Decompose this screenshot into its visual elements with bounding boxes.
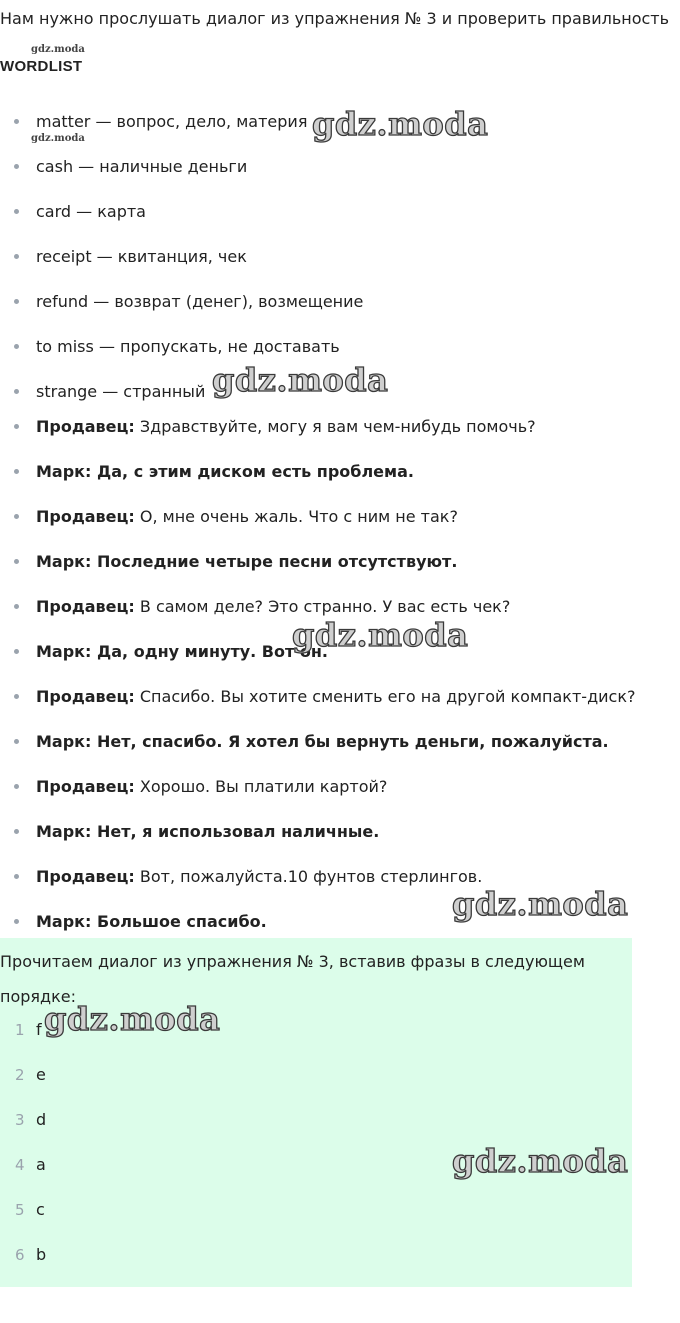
answer-intro: Прочитаем диалог из упражнения № 3, вставив фразы в следующем порядке: [0,952,585,1006]
answer-value: b [36,1245,47,1264]
mark-line: Марк: Да, с этим диском есть проблема. [36,462,414,481]
dialogue-text: Спасибо. Вы хотите сменить его на другой компакт-диск? [134,687,636,706]
wordlist-item-text: cash — наличные деньги [36,157,248,176]
speaker-label: Продавец: [36,687,135,706]
mark-line: Марк: Да, одну минуту. Вот он. [36,642,328,661]
bullet-icon [14,469,19,474]
speaker-label: Продавец: [36,507,135,526]
small-watermark-top: gdz.moda [31,44,85,55]
answer-value: a [36,1155,46,1174]
mark-line: Марк: Нет, я использовал наличные. [36,822,380,841]
bullet-icon [14,119,19,124]
answer-number: 2 [15,1066,25,1084]
wordlist-item-text: card — карта [36,202,146,221]
dialogue-text: О, мне очень жаль. Что с ним не так? [134,507,458,526]
small-watermark-wordlist: gdz.moda [31,133,85,144]
bullet-icon [14,874,19,879]
speaker-label: Продавец: [36,867,135,886]
dialogue-text: Вот, пожалуйста.10 фунтов стерлингов. [134,867,483,886]
bullet-icon [14,604,19,609]
bullet-icon [14,694,19,699]
speaker-label: Продавец: [36,417,135,436]
bullet-icon [14,829,19,834]
dialogue-text: В самом деле? Это странно. У вас есть чек? [134,597,511,616]
bullet-icon [14,389,19,394]
mark-line: Марк: Нет, спасибо. Я хотел бы вернуть деньги, пожалуйста. [36,732,609,751]
answer-number: 3 [15,1111,25,1129]
bullet-icon [14,514,19,519]
answer-value: c [36,1200,45,1219]
wordlist-item-text: to miss — пропускать, не доставать [36,337,340,356]
bullet-icon [14,254,19,259]
answer-block [0,938,632,1287]
wordlist-item-text: matter — вопрос, дело, материя [36,112,308,131]
bullet-icon [14,164,19,169]
wordlist-heading: WORDLIST [0,58,83,75]
bullet-icon [14,299,19,304]
bullet-icon [14,209,19,214]
answer-number: 4 [15,1156,25,1174]
watermark-logo: gdz.moda [312,105,489,143]
watermark-logo: gdz.moda [292,616,469,654]
dialogue-text: Здравствуйте, могу я вам чем-нибудь помочь? [134,417,536,436]
watermark-logo: gdz.moda [452,885,629,923]
wordlist-item-text: refund — возврат (денег), возмещение [36,292,364,311]
speaker-label: Продавец: [36,777,135,796]
mark-line: Марк: Большое спасибо. [36,912,267,931]
wordlist-item-text: strange — странный [36,382,206,401]
watermark-logo: gdz.moda [212,361,389,399]
bullet-icon [14,424,19,429]
answer-value: d [36,1110,47,1129]
mark-line: Марк: Последние четыре песни отсутствуют. [36,552,458,571]
bullet-icon [14,784,19,789]
answer-number: 5 [15,1201,25,1219]
intro-text: Нам нужно прослушать диалог из упражнения № 3 и проверить правильность [0,9,670,28]
answer-value: f [36,1020,42,1039]
bullet-icon [14,919,19,924]
answer-number: 1 [15,1021,25,1039]
watermark-logo: gdz.moda [452,1142,629,1180]
speaker-label: Продавец: [36,597,135,616]
answer-number: 6 [15,1246,25,1264]
bullet-icon [14,649,19,654]
bullet-icon [14,559,19,564]
bullet-icon [14,739,19,744]
dialogue-text: Хорошо. Вы платили картой? [134,777,388,796]
answer-value: e [36,1065,46,1084]
wordlist-item-text: receipt — квитанция, чек [36,247,247,266]
bullet-icon [14,344,19,349]
watermark-logo: gdz.moda [44,1000,221,1038]
